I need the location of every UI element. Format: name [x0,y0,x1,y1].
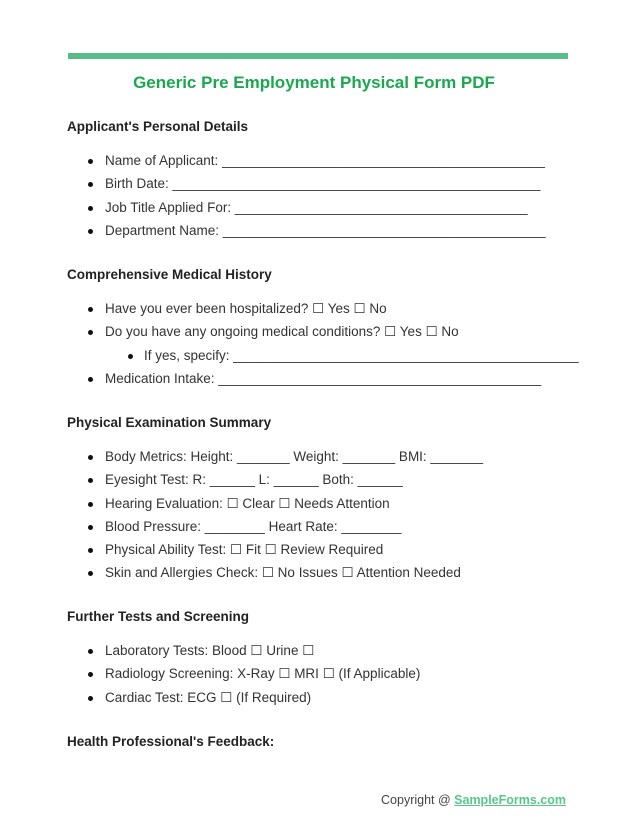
list-item-ongoing-conditions: Do you have any ongoing medical conditions? ☐ Yes ☐ No [67,323,587,346]
list-item-physical-ability: Physical Ability Test: ☐ Fit ☐ Review Required [67,541,587,564]
section-personal-details [67,119,587,245]
section-physical-exam [67,415,587,588]
section-heading: Applicant's Personal Details [67,119,249,134]
list-item-blood-pressure: Blood Pressure: ________ Heart Rate: ________ [67,518,587,541]
section-heading: Physical Examination Summary [67,415,272,430]
sampleforms-link[interactable]: SampleForms.com [454,793,566,807]
list-item-specify: If yes, specify: ______________________________________________ [67,347,587,370]
list-item-hearing: Hearing Evaluation: ☐ Clear ☐ Needs Attention [67,495,587,518]
list-item-radiology: Radiology Screening: X-Ray ☐ MRI ☐ (If Applicable) [67,665,587,688]
list-item-skin-allergies: Skin and Allergies Check: ☐ No Issues ☐ Attention Needed [67,564,587,587]
list-item-hospitalized: Have you ever been hospitalized? ☐ Yes ☐ No [67,300,587,323]
list-item-laboratory: Laboratory Tests: Blood ☐ Urine ☐ [67,642,587,665]
list-item-department: Department Name: ___________________________________________ [67,222,587,245]
list-item-body-metrics: Body Metrics: Height: _______ Weight: _______ BMI: _______ [67,448,587,471]
copyright-footer [381,793,566,807]
section-heading: Health Professional's Feedback: [67,734,275,749]
copyright-text: Copyright @ [381,793,455,807]
list-item-job-title: Job Title Applied For: _______________________________________ [67,199,587,222]
list-item-cardiac: Cardiac Test: ECG ☐ (If Required) [67,689,587,712]
header-accent-bar [68,53,568,59]
document-title: Generic Pre Employment Physical Form PDF [133,73,495,92]
section-heading: Comprehensive Medical History [67,267,272,282]
list-item-medication: Medication Intake: ___________________________________________ [67,370,587,393]
list-item-eyesight: Eyesight Test: R: ______ L: ______ Both: ______ [67,471,587,494]
list-item-birth-date: Birth Date: _________________________________________________ [67,175,587,198]
list-item-name: Name of Applicant: ___________________________________________ [67,152,587,175]
section-medical-history [67,267,587,393]
section-feedback [67,734,587,749]
section-heading: Further Tests and Screening [67,609,250,624]
section-further-tests [67,609,587,712]
